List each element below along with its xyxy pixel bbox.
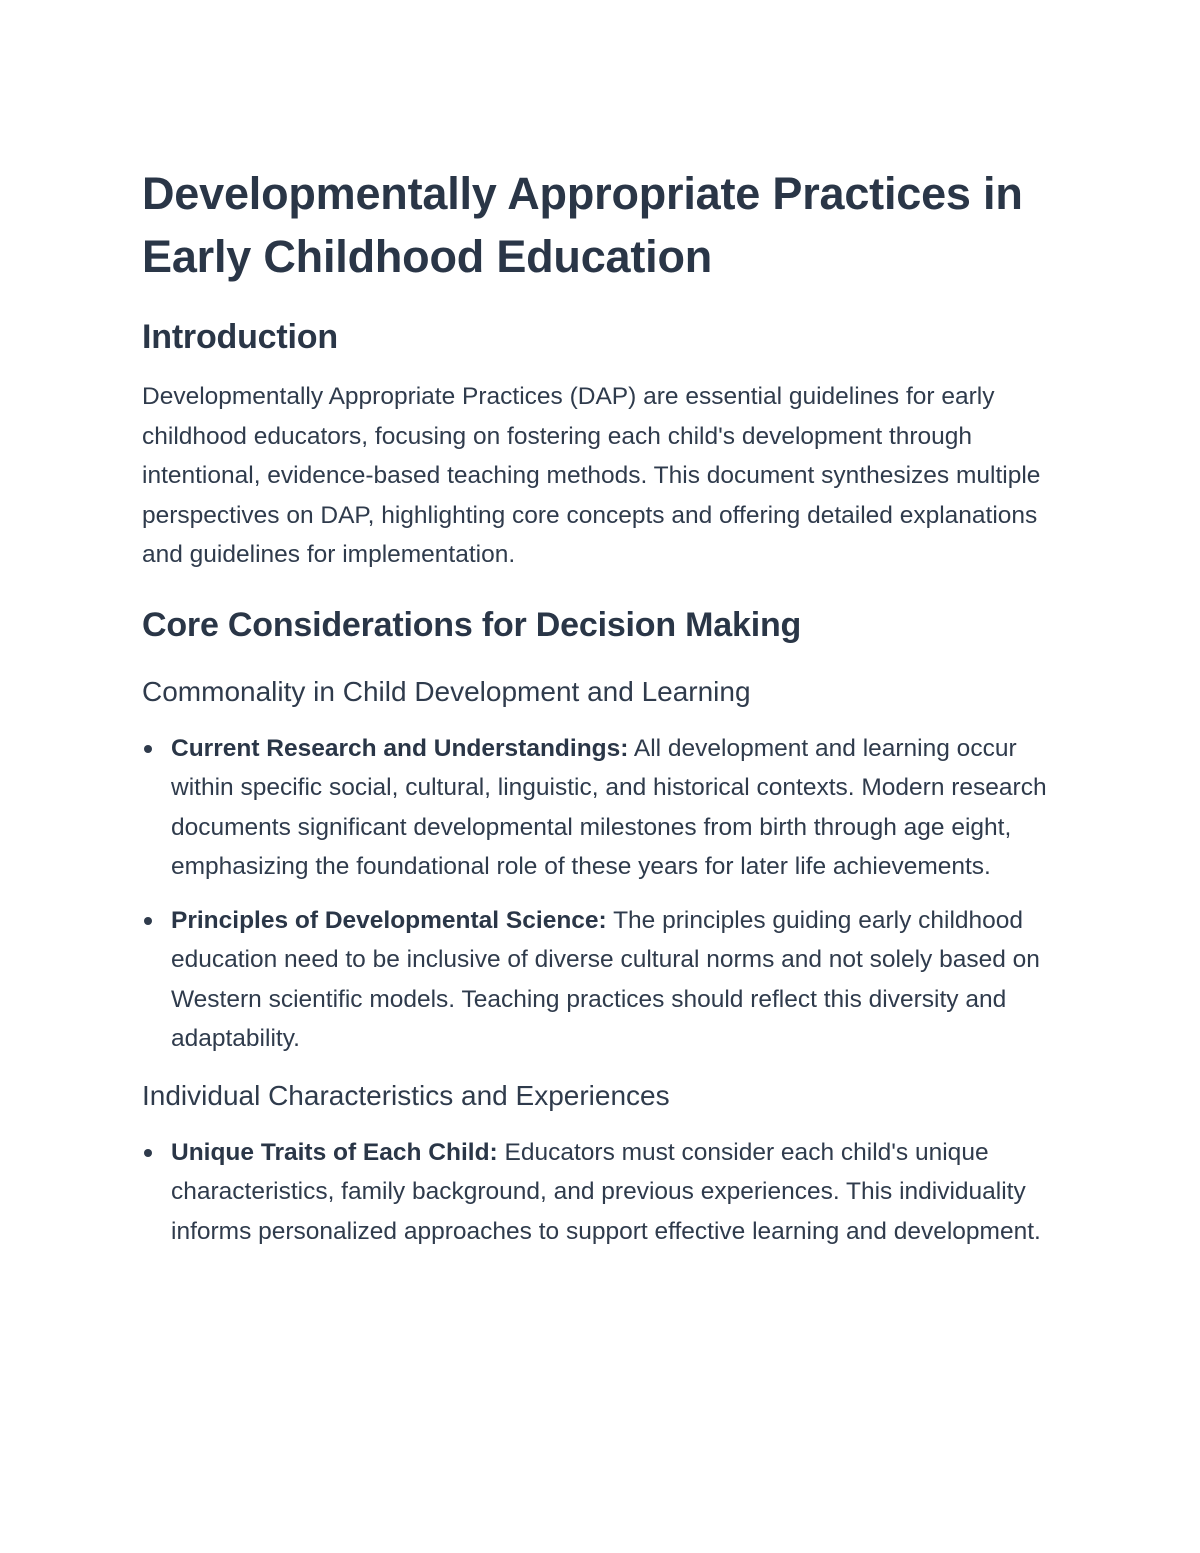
list-item-term: Current Research and Understandings: — [171, 734, 629, 762]
list-item — [142, 901, 1062, 1059]
document-title: Developmentally Appropriate Practices in Early Childhood Education — [142, 168, 1023, 282]
document-page — [142, 162, 1062, 1251]
list-item-text: The principles guiding early childhood education need to be inclusive of diverse cultural norms and not solely based on Western scientific models. Teaching practices should reflect this diversity and adaptability. — [171, 906, 1040, 1052]
bullet-icon — [144, 745, 152, 753]
list-item — [142, 729, 1062, 887]
introduction-heading: Introduction — [142, 318, 338, 356]
core-considerations-heading: Core Considerations for Decision Making — [142, 605, 802, 644]
bullet-icon — [144, 917, 152, 925]
bullet-icon — [144, 1149, 152, 1157]
list-item-text: Educators must consider each child's unique characteristics, family background, and previous experiences. This individuality informs personalized approaches to support effective learning and development. — [171, 1138, 1041, 1245]
commonality-subheading: Commonality in Child Development and Learning — [142, 675, 751, 707]
list-item-term: Principles of Developmental Science: — [171, 906, 607, 934]
list-item-text: All development and learning occur within specific social, cultural, linguistic, and historical contexts. Modern research documents significant developmental milestones from birth through age eight, emphasizing the foundational role of these years for later life achievements. — [171, 734, 1047, 880]
introduction-paragraph: Developmentally Appropriate Practices (DAP) are essential guidelines for early childhood educators, focusing on fostering each child's development through intentional, evidence-based teaching methods. This document synthesizes multiple perspectives on DAP, highlighting core concepts and offering detailed explanations and guidelines for implementation. — [142, 383, 1041, 568]
individual-characteristics-subheading: Individual Characteristics and Experiences — [142, 1079, 670, 1111]
list-item — [142, 1133, 1062, 1252]
commonality-list — [142, 729, 1062, 1059]
list-item-term: Unique Traits of Each Child: — [171, 1138, 498, 1166]
individual-list — [142, 1133, 1062, 1252]
